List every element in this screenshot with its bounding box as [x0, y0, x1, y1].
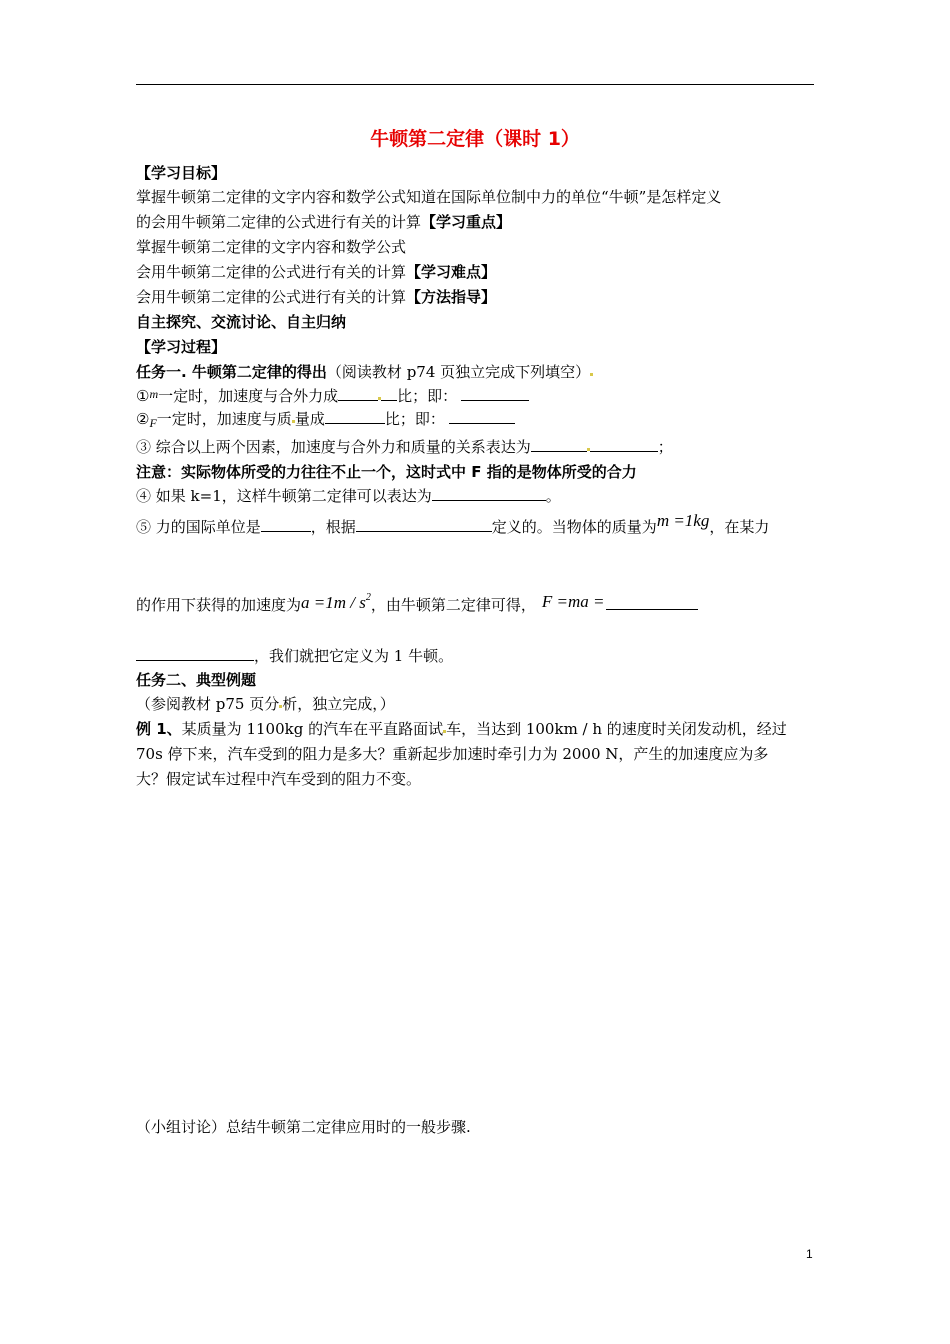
item2-text-b: 量成 — [294, 410, 325, 428]
item1-marker: ① — [136, 387, 150, 405]
page-number: 1 — [806, 1247, 813, 1261]
item2-blank-1[interactable] — [325, 409, 385, 424]
page-title: 牛顿第二定律（课时 1） — [370, 128, 580, 150]
process-heading: 【学习过程】 — [136, 338, 227, 356]
difficulty-heading: 【学习难点】 — [406, 263, 497, 281]
item5-text-a: ⑤ 力的国际单位是 — [136, 518, 261, 536]
item1-variable: m — [149, 387, 159, 401]
key-points-line-1: 掌握牛顿第二定律的文字内容和数学公式 — [136, 238, 407, 256]
item2-text-c: 比；即： — [384, 410, 445, 428]
scan-dot — [378, 397, 381, 400]
key-points-line-2-text: 会用牛顿第二定律的公式进行有关的计算 — [136, 263, 407, 281]
item6-blank[interactable] — [606, 595, 698, 610]
task1-item-3 — [136, 437, 673, 457]
task1-note: （阅读教材 p74 页独立完成下列填空） — [326, 363, 591, 381]
example-line-1a: 某质量为 1100kg 的汽车在平直路面试 — [181, 720, 444, 738]
item4-text: ④ 如果 k=1，这样牛顿第二定律可以表达为 — [136, 487, 432, 505]
task1-item-2 — [136, 409, 515, 430]
example-line-2: 70s 停下来，汽车受到的阻力是多大？重新起步加速时牵引力为 2000 N，产生的加速度应为多 — [136, 745, 769, 763]
difficulty-line-1 — [136, 287, 496, 307]
scan-dot — [443, 730, 446, 733]
item3-text: ③ 综合以上两个因素，加速度与合外力和质量的关系表达为 — [136, 438, 531, 456]
key-points-line-2 — [136, 262, 496, 282]
task2-heading: 任务二、典型例题 — [136, 671, 257, 689]
key-points-heading: 【学习重点】 — [421, 213, 512, 231]
example-label: 例 1、 — [136, 720, 182, 738]
objectives-line-1: 掌握牛顿第二定律的文字内容和数学公式知道在国际单位制中力的单位“牛顿”是怎样定义 — [136, 188, 722, 206]
item5-text-b: ，根据 — [310, 518, 356, 536]
item2-text-a: 一定时，加速度与质 — [156, 410, 292, 428]
scan-dot — [587, 448, 590, 451]
method-heading: 【方法指导】 — [406, 288, 497, 306]
scan-dot — [279, 705, 282, 708]
item5-text-d: ，在某力 — [709, 518, 770, 536]
task2-note-a: （参阅教材 p75 页分 — [136, 695, 280, 713]
objectives-heading: 【学习目标】 — [136, 164, 227, 182]
task1-item-7 — [136, 646, 453, 666]
task1-item-5 — [136, 511, 770, 537]
example-line-1b: 车，当达到 100km / h 的速度时关闭发动机，经过 — [446, 720, 787, 738]
scan-dot — [590, 373, 593, 376]
item7-blank[interactable] — [136, 646, 254, 661]
acceleration-formula: a =1m / s — [301, 593, 366, 612]
item3-blank-2[interactable] — [590, 437, 658, 452]
example-line-1 — [136, 719, 787, 739]
item6-text-b: ，由牛顿第二定律可得， — [370, 596, 536, 614]
force-formula: F =ma = — [541, 592, 605, 611]
item6-text-a: 的作用下获得的加速度为 — [136, 596, 302, 614]
objectives-line-2 — [136, 212, 511, 232]
item3-blank-1[interactable] — [531, 437, 587, 452]
item2-blank-2[interactable] — [449, 409, 515, 424]
objectives-line-2-text: 的会用牛顿第二定律的公式进行有关的计算 — [136, 213, 422, 231]
item1-blank-2[interactable] — [461, 386, 529, 401]
item4-end: 。 — [545, 487, 561, 505]
task1-item-6 — [136, 592, 698, 615]
method-text: 自主探究、交流讨论、自主归纳 — [136, 313, 347, 331]
example-line-3: 大？假定试车过程中汽车受到的阻力不变。 — [136, 770, 422, 788]
task1-caution: 注意：实际物体所受的力往往不止一个，这时式中 F 指的是物体所受的合力 — [136, 463, 637, 481]
task1-heading-line — [136, 362, 593, 382]
task2-note — [136, 694, 395, 714]
task1-item-1 — [136, 386, 529, 407]
item7-text: ，我们就把它定义为 1 牛顿。 — [254, 647, 454, 665]
item3-end: ； — [657, 438, 673, 456]
item2-marker: ② — [136, 410, 150, 428]
item1-blank-1b[interactable] — [381, 386, 397, 401]
item5-blank-1[interactable] — [261, 517, 311, 532]
acceleration-exponent: 2 — [365, 592, 371, 603]
task1-item-4 — [136, 486, 561, 506]
item1-text-a: 一定时，加速度与合外力成 — [158, 387, 339, 405]
item2-variable: F — [149, 416, 157, 430]
mass-formula: m =1kg — [656, 511, 710, 530]
task2-note-b: 析，独立完成，） — [282, 695, 395, 713]
header-rule — [136, 84, 814, 85]
item1-text-b: 比；即： — [397, 387, 458, 405]
group-discussion: （小组讨论）总结牛顿第二定律应用时的一般步骤. — [136, 1118, 471, 1136]
difficulty-line-1-text: 会用牛顿第二定律的公式进行有关的计算 — [136, 288, 407, 306]
item1-blank-1[interactable] — [338, 386, 378, 401]
task1-heading: 任务一. 牛顿第二定律的得出 — [136, 363, 327, 381]
scan-dot — [292, 420, 295, 423]
item4-blank[interactable] — [432, 486, 546, 501]
item5-blank-2[interactable] — [356, 517, 492, 532]
item5-text-c: 定义的。当物体的质量为 — [491, 518, 657, 536]
